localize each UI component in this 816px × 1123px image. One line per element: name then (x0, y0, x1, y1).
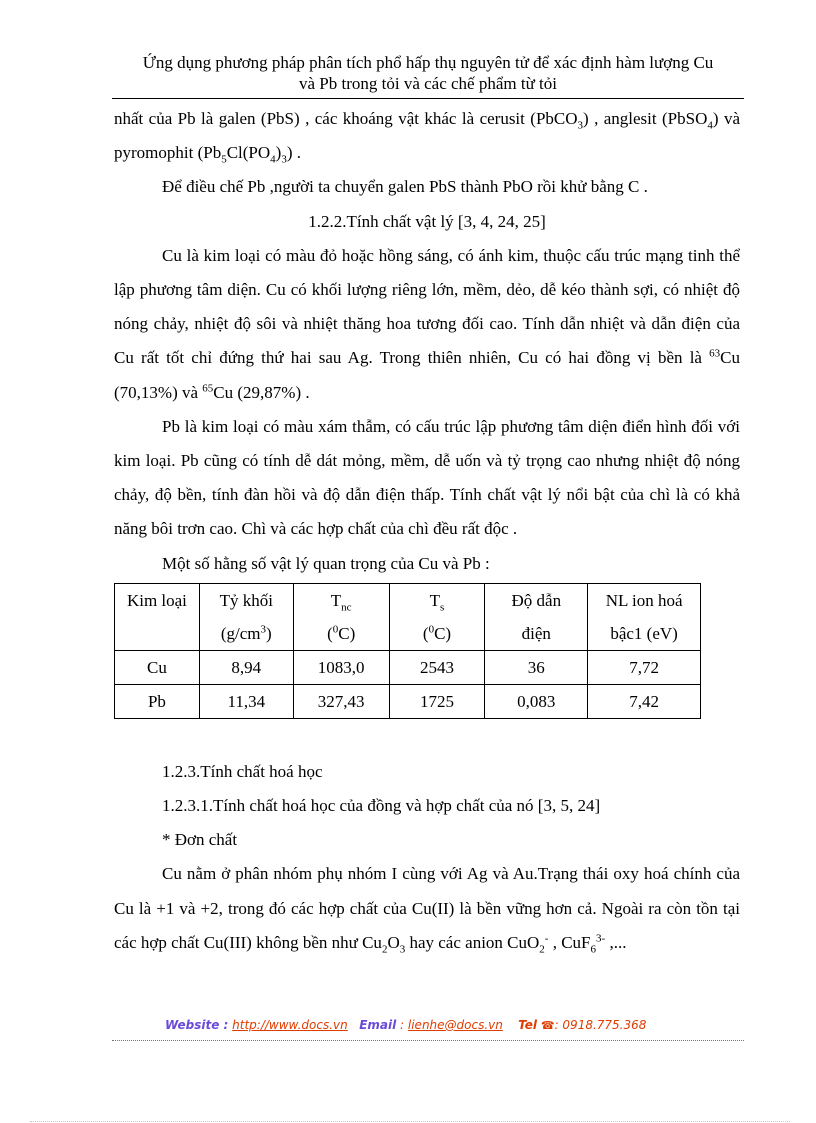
paragraph-table-intro: Một số hằng số vật lý quan trọng của Cu và Pb : (162, 553, 490, 573)
paragraph-pb-production: Để điều chế Pb ,người ta chuyển galen PbS thành PbO rồi khử bằng C . (162, 177, 648, 197)
email-label: Email (359, 1018, 397, 1032)
paragraph-cu-physical: Cu là kim loại có màu đỏ hoặc hồng sáng, có ánh kim, thuộc cấu trúc mạng tinh thể lập phương tâm diện. Cu có khối lượng riêng lớn, mềm, dẻo, dễ kéo thành sợi, có nhiệt độ nóng chảy, nhiệt độ sôi và nhiệt thăng hoa tương đối cao. Tính dẫn nhiệt và dẫn điện của Cu rất tốt chỉ đứng thứ hai sau Ag. Trong thiên nhiên, Cu có hai đồng vị bền là $^{63}$Cu (70,13%) và $^{65}$Cu (29,87%) . (114, 245, 740, 402)
website-link[interactable]: http://www.docs.vn (232, 1018, 348, 1032)
header-line-2: và Pb trong tỏi và các chế phẩm từ tỏi (298, 74, 557, 93)
paragraph-pb-physical: Pb là kim loại có màu xám thẫm, có cấu trúc lập phương tâm diện điển hình đối với kim loại. Pb cũng có tính dễ dát mỏng, mềm, dễ uốn và tỷ trọng cao nhưng nhiệt độ nóng chảy, độ bền, tính đàn hồi và độ dẫn điện thấp. Tính chất vật lý nổi bật của chì là có khả năng bôi trơn cao. Chì và các hợp chất của chì đều rất độc . (114, 416, 740, 539)
phone-icon: ☎ (540, 1019, 555, 1032)
table-cell: Cu (115, 650, 200, 684)
table-header-row (115, 583, 701, 650)
email-link[interactable]: lienhe@docs.vn (407, 1018, 503, 1032)
website-label: Website : (165, 1018, 229, 1032)
phone-number: : 0918.775.368 (554, 1018, 647, 1032)
table-cell: 327,43 (293, 684, 389, 718)
physical-constants-table (114, 583, 701, 719)
page-bottom-rule (30, 1121, 790, 1122)
header-line-1: Ứng dụng phương pháp phân tích phổ hấp thụ nguyên tử để xác định hàm lượng Cu (142, 53, 714, 72)
heading-1-2-3-1: 1.2.3.1.Tính chất hoá học của đồng và hợp chất của nó [3, 5, 24] (162, 796, 601, 816)
header-density: Tỷ khối $(g/cm^3)$ (199, 583, 293, 650)
page-footer (165, 1018, 725, 1032)
table-cell: 7,72 (588, 650, 701, 684)
table-cell: 1725 (389, 684, 485, 718)
footer-rule (112, 1040, 744, 1041)
table-cell: 1083,0 (293, 650, 389, 684)
spacer (114, 719, 740, 755)
header-ionization-energy: NL ion hoá bậc1 (eV) (588, 583, 701, 650)
paragraph-pb-minerals: nhất của Pb là galen (PbS) , các khoáng vật khác là cerusit (PbCO$_3$) , anglesit (PbSO$_4$) và pyromophit $(Pb_5Cl(PO_4)_3)$ . (114, 109, 740, 166)
table-cell: 8,94 (199, 650, 293, 684)
paragraph-cu-chemical: Cu nằm ở phân nhóm phụ nhóm I cùng với Ag và Au.Trạng thái oxy hoá chính của Cu là +1 và +2, trong đó các hợp chất của Cu(II) là bền vững hơn cả. Ngoài ra còn tồn tại các hợp chất Cu(III) không bền như $Cu_2O_3$ hay các anion CuO$_2$- , CuF$_6^{3-}$ ,... (114, 864, 740, 956)
table-cell: 0,083 (485, 684, 588, 718)
header-melting-point: $T_{nc}$ ($^0$C) (293, 583, 389, 650)
subheading-element: * Đơn chất (162, 830, 238, 850)
heading-1-2-2: 1.2.2.Tính chất vật lý [3, 4, 24, 25] (308, 211, 546, 231)
document-body (114, 102, 740, 960)
table-cell: 2543 (389, 650, 485, 684)
page-header (112, 52, 744, 94)
table-cell: Pb (115, 684, 200, 718)
header-boiling-point: $T_s$ ($^0$C) (389, 583, 485, 650)
header-metal: Kim loại (115, 583, 200, 650)
table-row (115, 684, 701, 718)
table-cell: 11,34 (199, 684, 293, 718)
header-conductivity: Độ dẫn điện (485, 583, 588, 650)
table-cell: 7,42 (588, 684, 701, 718)
header-rule (112, 98, 744, 99)
table-row (115, 650, 701, 684)
tel-label: Tel (518, 1018, 538, 1032)
table-cell: 36 (485, 650, 588, 684)
email-separator: : (396, 1018, 408, 1032)
heading-1-2-3: 1.2.3.Tính chất hoá học (162, 761, 323, 781)
